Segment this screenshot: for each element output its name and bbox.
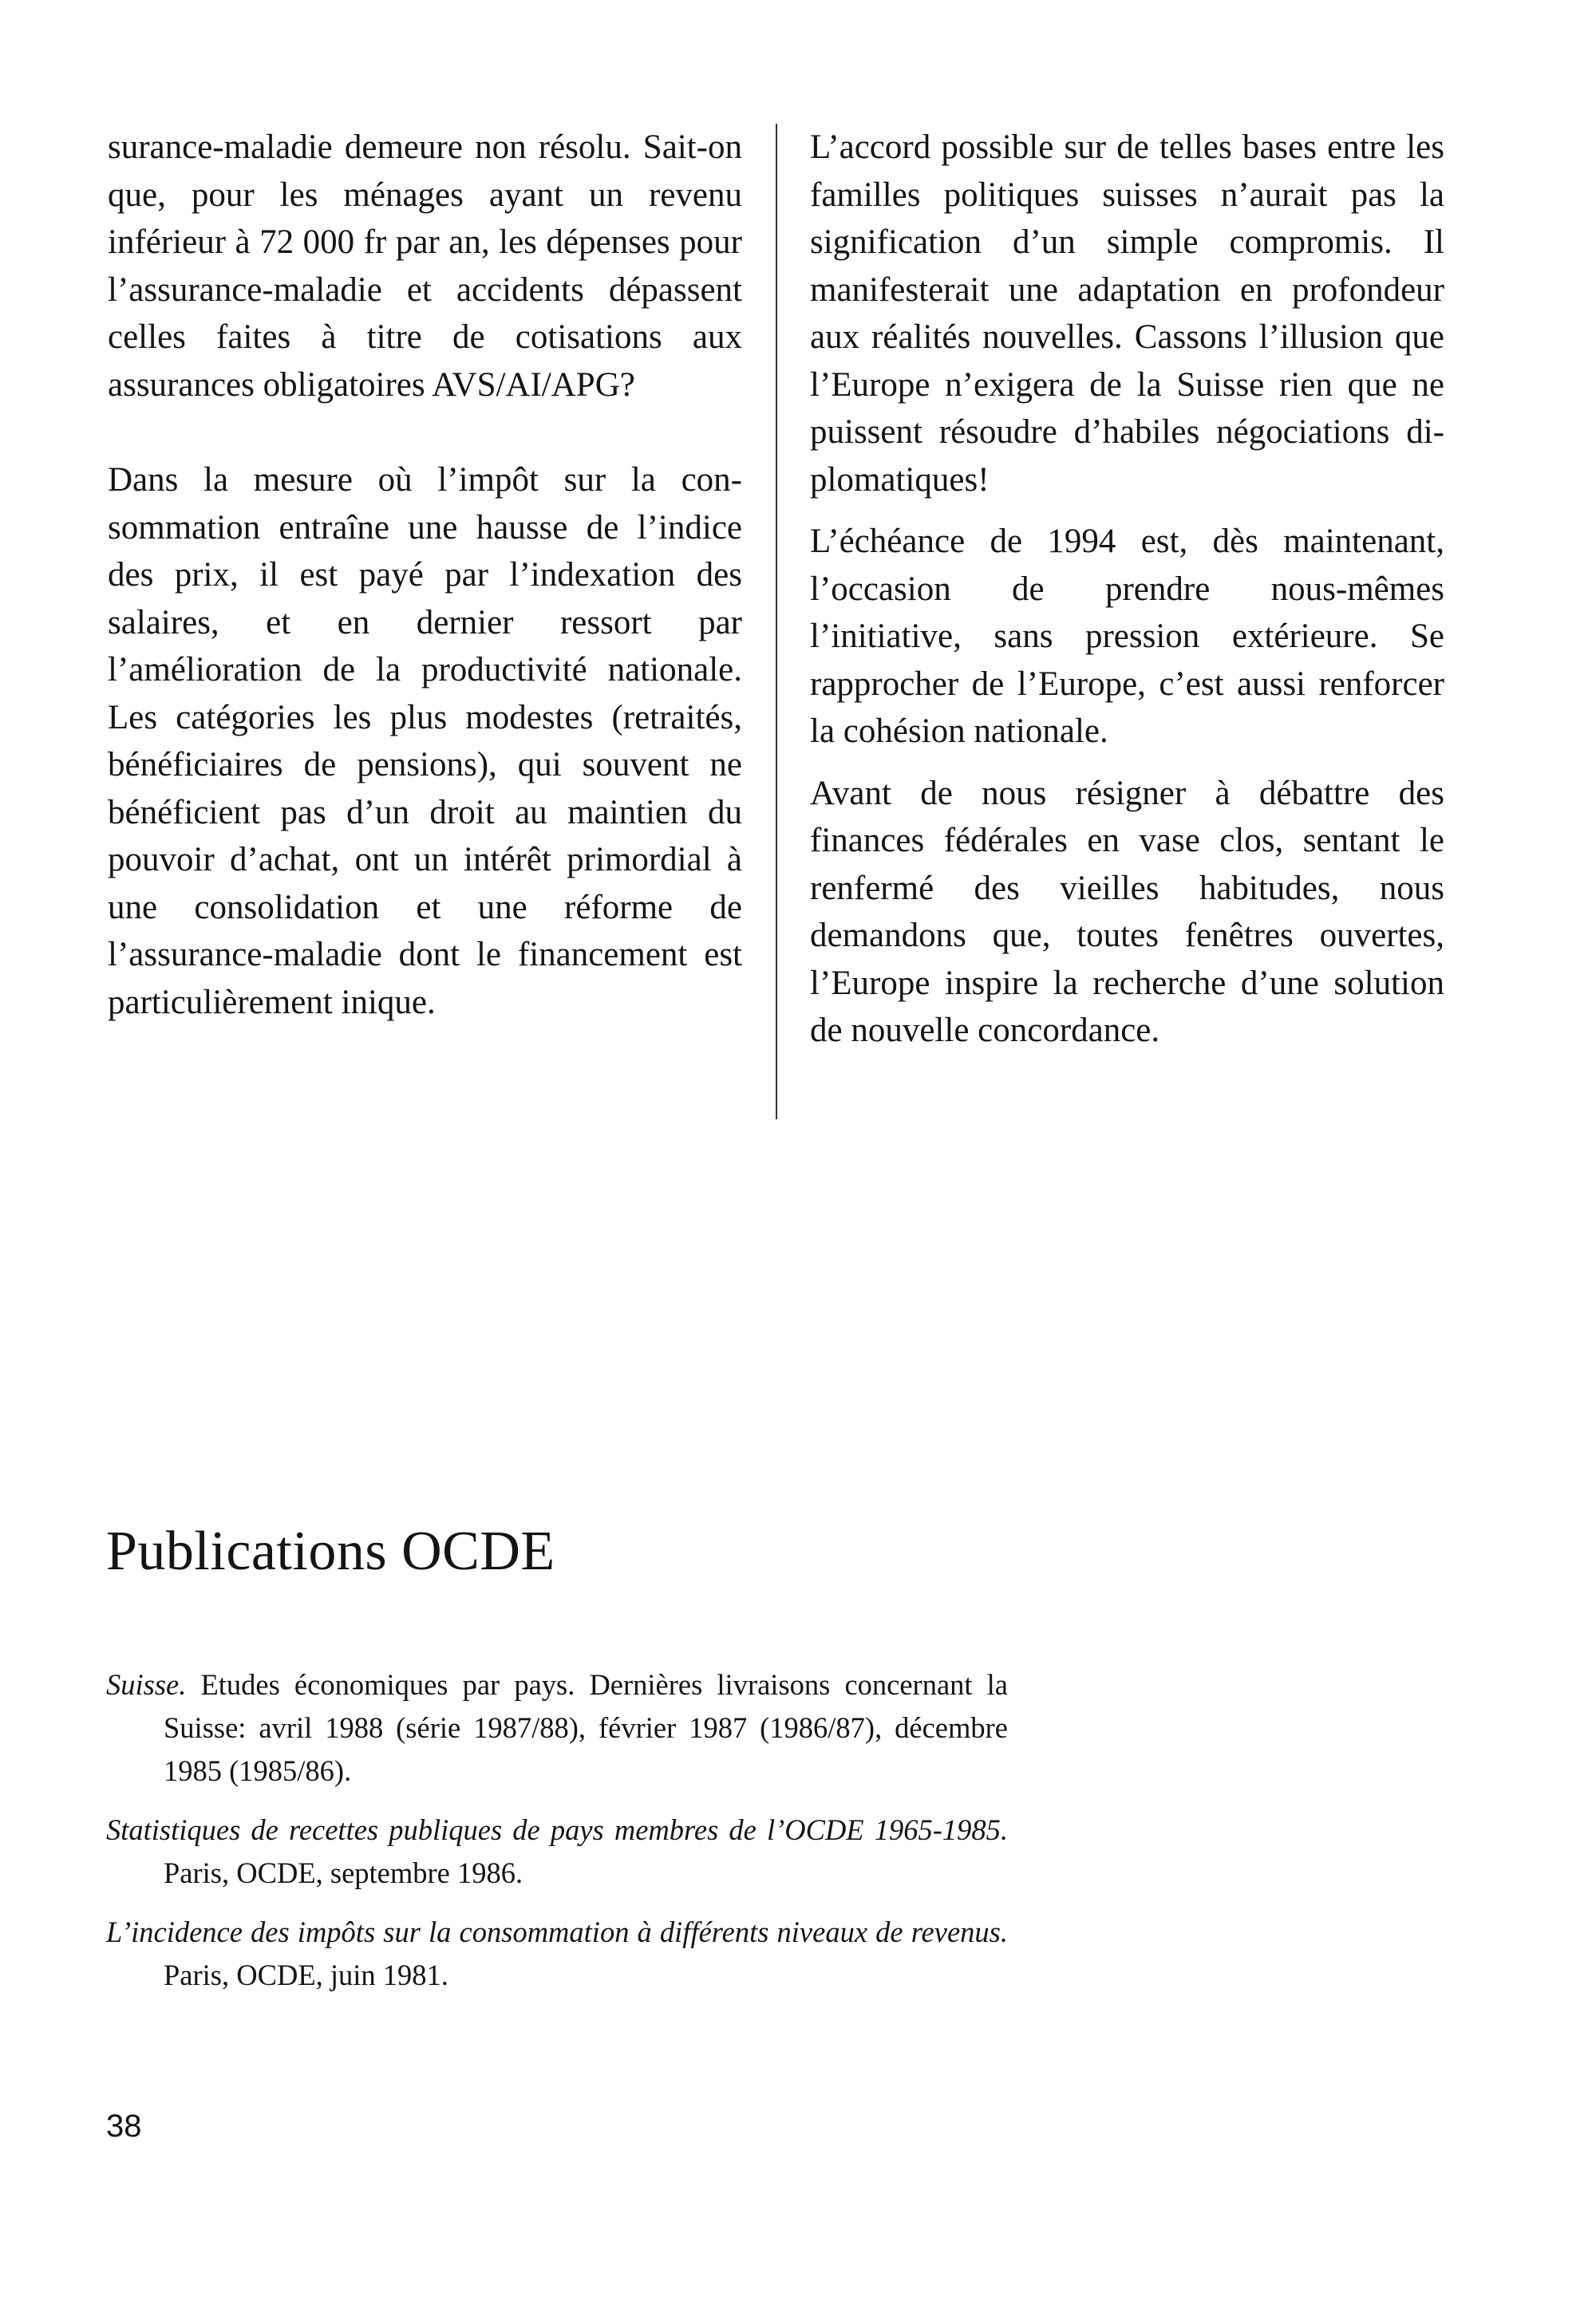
column-divider [776, 124, 777, 1119]
paragraph: L’échéance de 1994 est, dès maintenant, l’occasion de prendre nous-mêmes l’initiative, sans pression extérieure. Se rapprocher de l’Europe, c’est aussi renforcer la cohésion nationale. [810, 523, 1444, 750]
reference-list [106, 1663, 1008, 2013]
paragraph: L’accord possible sur de telles bases entre les familles politiques suisses n’aurait pas la signification d’un simple compromis. Il manifesterait une adaptation en profondeur aux réalités nouvelles. Cassons l’illusion que l’Europe n’exigera de la Suisse rien que ne puissent résoudre d’habiles négociations diplomatiques! [810, 128, 1444, 499]
reference-item [106, 1663, 1008, 1793]
reference-details: Etudes économiques par pays. Dernières livraisons concernant la Suisse: avril 1988 (série 1987/88), février 1987 (1986/87), décembre 1985 (1985/86). [164, 1668, 1008, 1787]
reference-details: Paris, OCDE, septembre 1986. [164, 1856, 523, 1889]
left-text-column [108, 124, 742, 1026]
paragraph: Dans la mesure où l’impôt sur la consommation entraîne une hausse de l’indice des prix, il est payé par l’indexation des salaires, et en dernier ressort par l’amélioration de la productivité nationale. Les catégories les plus modestes (retraités, bénéficiaires de pensions), qui souvent ne bénéficient pas d’un droit au maintien du pouvoir d’achat, ont un intérêt primordial à une consolidation et une réforme de l’assurance-maladie dont le financement est particulièrement inique. [108, 461, 742, 1021]
reference-item [106, 1911, 1008, 1997]
reference-title: L’incidence des impôts sur la consommation à différents niveaux de revenus. [106, 1916, 1008, 1948]
reference-title: Statistiques de recettes publiques de pays membres de l’OCDE 1965-1985. [106, 1813, 1008, 1846]
reference-title: Suisse. [106, 1668, 187, 1701]
section-heading: Publications OCDE [106, 1521, 555, 1582]
right-text-column [810, 124, 1444, 1055]
reference-item [106, 1809, 1008, 1895]
page-number: 38 [106, 2109, 142, 2144]
reference-details: Paris, OCDE, juin 1981. [164, 1959, 448, 1991]
paragraph: surance-maladie demeure non résolu. Sait-on que, pour les ménages ayant un revenu inférieur à 72 000 fr par an, les dépenses pour l’assurance-maladie et accidents dépassent celles faites à titre de cotisations aux assurances obligatoires AVS/AI/APG? [108, 128, 742, 404]
paragraph: Avant de nous résigner à débattre des finances fédérales en vase clos, sentant le renfermé des vieilles habitudes, nous demandons que, toutes fenêtres ouvertes, l’Europe inspire la recherche d’une solution de nouvelle concordance. [810, 774, 1444, 1049]
